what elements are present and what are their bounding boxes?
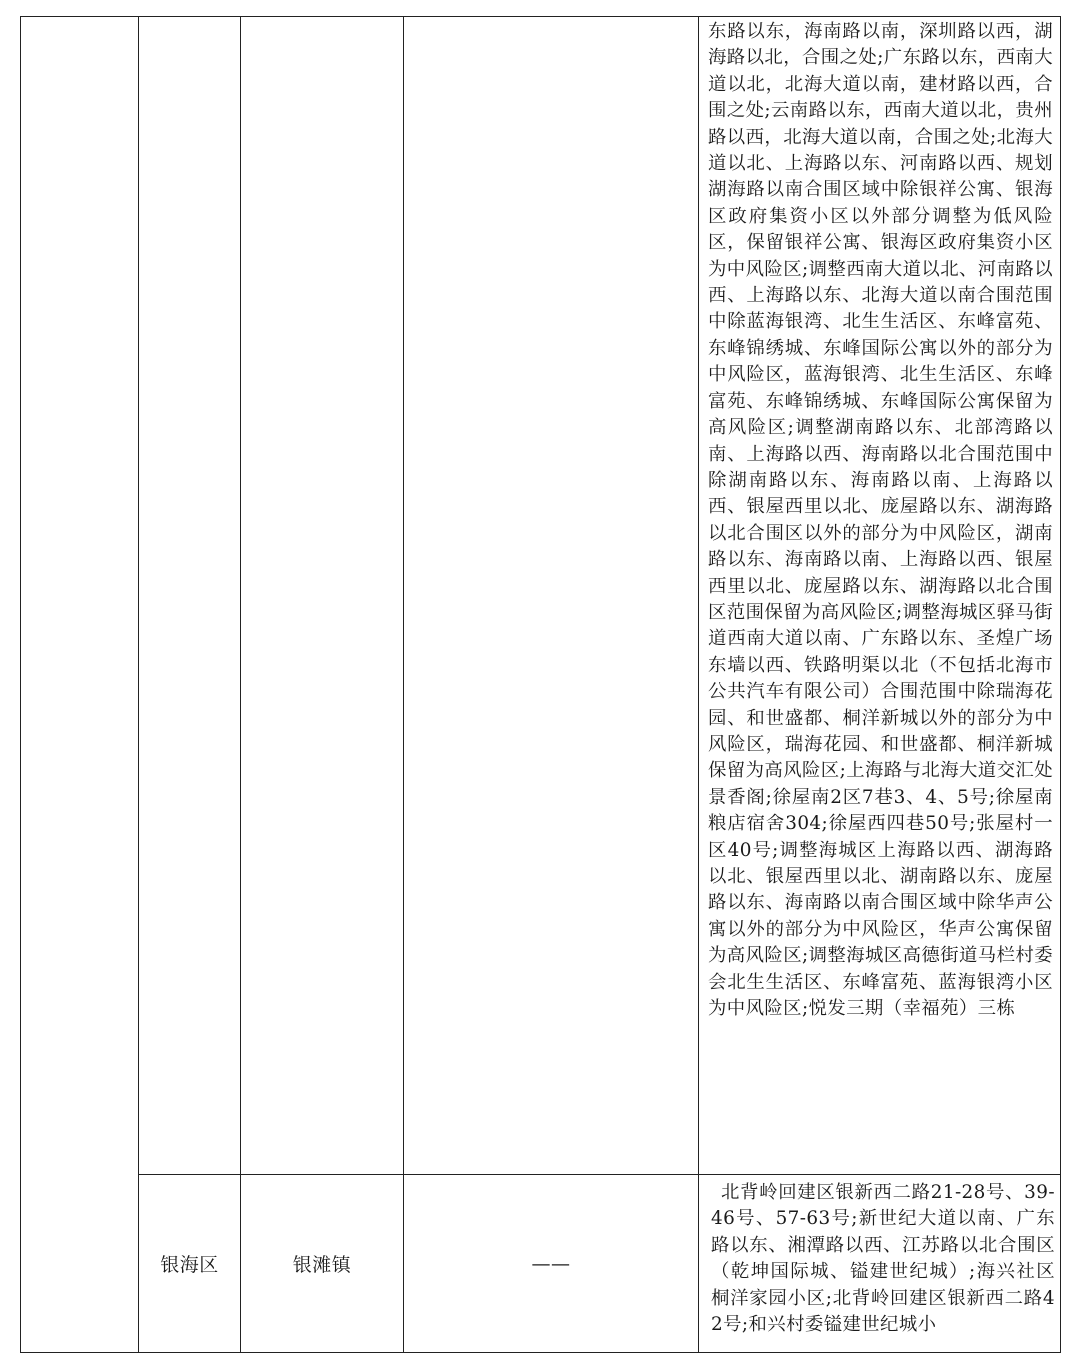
risk-area-table xyxy=(20,16,1061,1353)
district-cell xyxy=(139,17,241,1175)
area-detail-text: 东路以东，海南路以南，深圳路以西，湖海路以北，合围之处;广东路以东，西南大道以北，北海大道以南，建材路以西，合围之处;云南路以东，西南大道以北，贵州路以西，北海大道以南，合围之处;北海大道以北、上海路以东、河南路以西、规划湖海路以南合围区域中除银祥公寓、银海区政府集资小区以外部分调整为低风险区，保留银祥公寓、银海区政府集资小区为中风险区;调整西南大道以北、河南路以西、上海路以东、北海大道以南合围范围中除蓝海银湾、北生生活区、东峰富苑、东峰锦绣城、东峰国际公寓以外的部分为中风险区，蓝海银湾、北生生活区、东峰富苑、东峰锦绣城、东峰国际公寓保留为高风险区;调整湖南路以东、北部湾路以南、上海路以西、海南路以北合围范围中除湖南路以东、海南路以南、上海路以西、银屋西里以北、庞屋路以东、湖海路以北合围区以外的部分为中风险区，湖南路以东、海南路以南、上海路以西、银屋西里以北、庞屋路以东、湖海路以北合围区范围保留为高风险区;调整海城区驿马街道西南大道以南、广东路以东、圣煌广场东墙以西、铁路明渠以北（不包括北海市公共汽车有限公司）合围范围中除瑞海花园、和世盛都、桐洋新城以外的部分为中风险区，瑞海花园、和世盛都、桐洋新城保留为高风险区;上海路与北海大道交汇处景香阁;徐屋南2区7巷3、4、5号;徐屋南粮店宿舍304;徐屋西四巷50号;张屋村一区40号;调整海城区上海路以西、湖海路以北、银屋西里以北、湖南路以东、庞屋路以东、海南路以南合围区域中除华声公寓以外的部分为中风险区，华声公寓保留为高风险区;调整海城区高德街道马栏村委会北生生活区、东峰富苑、蓝海银湾小区为中风险区;悦发三期（幸福苑）三栋 xyxy=(708,21,1053,1020)
city-cell xyxy=(21,17,139,1353)
high-risk-cell: —— xyxy=(404,1175,699,1353)
table-row xyxy=(21,1175,1061,1353)
table-row xyxy=(21,17,1061,1175)
area-detail-cell xyxy=(699,1175,1061,1353)
area-detail-cell xyxy=(699,17,1061,1175)
town-cell: 银滩镇 xyxy=(241,1175,404,1353)
high-risk-cell xyxy=(404,17,699,1175)
town-cell xyxy=(241,17,404,1175)
area-detail-text: 北背岭回建区银新西二路21-28号、39-46号、57-63号;新世纪大道以南、广东路以东、湘潭路以西、江苏路以北合围区（乾坤国际城、镒建世纪城）;海兴社区桐洋家园小区;北背岭回建区银新西二路42号;和兴村委镒建世纪城小 xyxy=(711,1182,1055,1336)
district-cell: 银海区 xyxy=(139,1175,241,1353)
